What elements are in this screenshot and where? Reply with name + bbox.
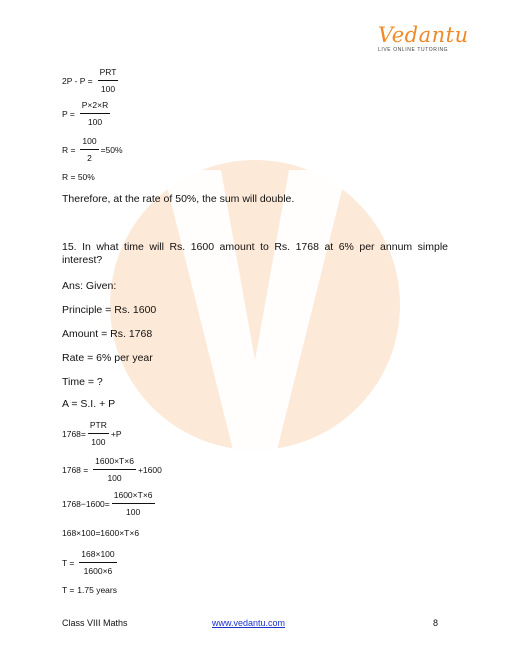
equation-e6: T = 1.75 years (62, 585, 117, 595)
result-r: R = 50% (62, 172, 95, 182)
page-number: 8 (433, 618, 439, 628)
footer-class-label: Class VIII Maths (62, 618, 128, 628)
question-15: 15. In what time will Rs. 1600 amount to Rs. 1768 at 6% per annum simple interest? (62, 241, 448, 266)
equation-p: P = $\frac{P\times 2\times R}{100}$ (62, 100, 109, 127)
equation-e1: 1768= $\frac{\text{PTR}}{100}$ +P (62, 420, 122, 447)
logo-wordmark: Vedantu (378, 23, 469, 47)
given-principle: Principle = Rs. 1600 (62, 304, 157, 316)
equation-e4: 168×100=1600×T×6 (62, 528, 140, 538)
fraction: $\frac{\text{PTR}}{100}$ (89, 420, 107, 447)
logo-tagline: LIVE ONLINE TUTORING (378, 47, 449, 53)
equation-e5: T = $\frac{168\times 100}{1600\times 6}$ (62, 549, 115, 576)
equation-e2: 1768 = $\frac{1600\times T\times 6}{100}$ +1600 (62, 456, 162, 483)
conclusion-text: Therefore, at the rate of 50%, the sum will double. (62, 193, 295, 205)
fraction: $\frac{168\times 100}{1600\times 6}$ (81, 549, 115, 576)
fraction: $\frac{\text{PRT}}{100}$ (99, 67, 117, 94)
equation-e3: 1768−1600= $\frac{1600\times T\times 6}{100}$ (62, 490, 153, 517)
formula-amount: A = S.I. + P (62, 398, 116, 410)
fraction: $\frac{P\times 2\times R}{100}$ (81, 100, 109, 127)
given-time: Time = ? (62, 376, 103, 388)
fraction: $\frac{1600\times T\times 6}{100}$ (113, 490, 153, 517)
given-amount: Amount = Rs. 1768 (62, 328, 153, 340)
fraction: $\frac{100}{2}$ (82, 136, 97, 163)
fraction: $\frac{1600\times T\times 6}{100}$ (95, 456, 134, 483)
vedantu-logo (378, 24, 470, 53)
given-rate: Rate = 6% per year (62, 352, 153, 364)
answer-label: Ans: Given: (62, 280, 117, 292)
equation-2p-minus-p: 2P - P = $\frac{\text{PRT}}{100}$ (62, 67, 117, 94)
footer-website-link[interactable]: www.vedantu.com (212, 618, 286, 628)
equation-r: R = $\frac{100}{2}$ =50% (62, 136, 123, 163)
